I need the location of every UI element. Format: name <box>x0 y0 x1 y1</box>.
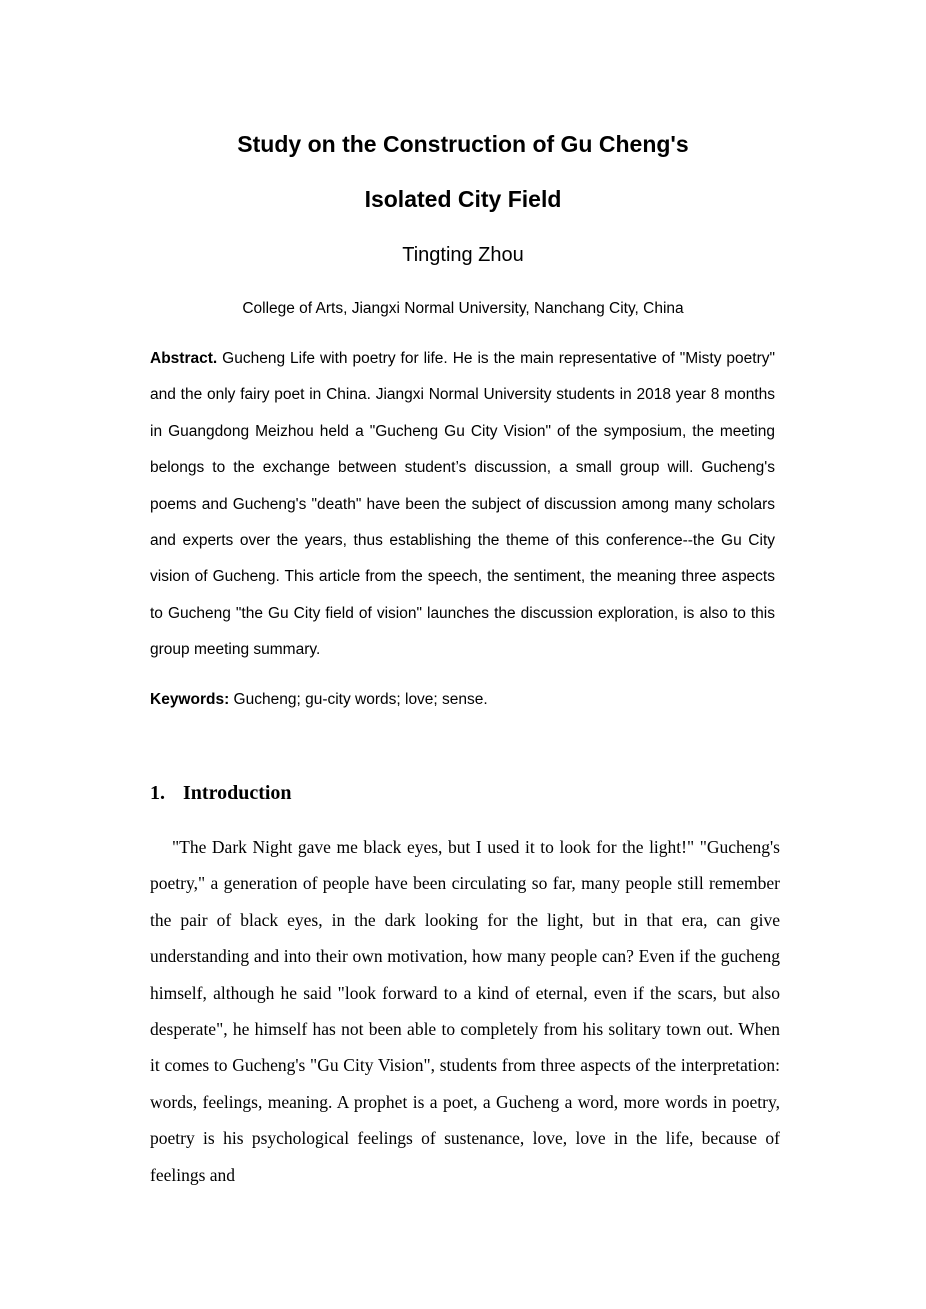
body-paragraph: "The Dark Night gave me black eyes, but I used it to look for the light!" "Gucheng's poetry," a generation of people have been circulating so far, many people still remember the pair of black eyes, in the dark looking for the light, but in that era, can give understanding and into their own motivation, how many people can? Even if the gucheng himself, although he said "look forward to a kind of eternal, even if the scars, but also desperate", he himself has not been able to completely from his solitary town out. When it comes to Gucheng's "Gu City Vision", students from three aspects of the interpretation: words, feelings, meaning. A prophet is a poet, a Gucheng a word, more words in poetry, poetry is his psychological feelings of sustenance, love, love in the life, because of feelings and <box>150 837 780 1185</box>
author: Tingting Zhou <box>402 244 524 266</box>
title-line-1: Study on the Construction of Gu Cheng's <box>237 131 689 157</box>
section-title: Introduction <box>183 782 292 804</box>
abstract-text: Gucheng Life with poetry for life. He is the main representative of "Misty poetry" and the only fairy poet in China. Jiangxi Normal University students in 2018 year 8 months in Guangdong Meizhou held a "Gucheng Gu City Vision" of the symposium, the meeting belongs to the exchange between student’s discussion, a small group will. Gucheng's poems and Gucheng's "death" have been the subject of discussion among many scholars and experts over the years, thus establishing the theme of this conference--the Gu City vision of Gucheng. This article from the speech, the sentiment, the meaning three aspects to Gucheng "the Gu City field of vision" launches the discussion exploration, is also to this group meeting summary. <box>150 350 775 659</box>
section-number: 1. <box>150 782 165 804</box>
keywords <box>150 691 775 709</box>
abstract-label: Abstract. <box>150 350 218 367</box>
affiliation: College of Arts, Jiangxi Normal University, Nanchang City, China <box>242 300 684 317</box>
section-heading <box>150 782 292 805</box>
abstract <box>150 341 775 669</box>
keywords-label: Keywords: <box>150 691 230 708</box>
keywords-text: Gucheng; gu-city words; love; sense. <box>229 691 488 708</box>
title-line-2: Isolated City Field <box>364 186 562 212</box>
